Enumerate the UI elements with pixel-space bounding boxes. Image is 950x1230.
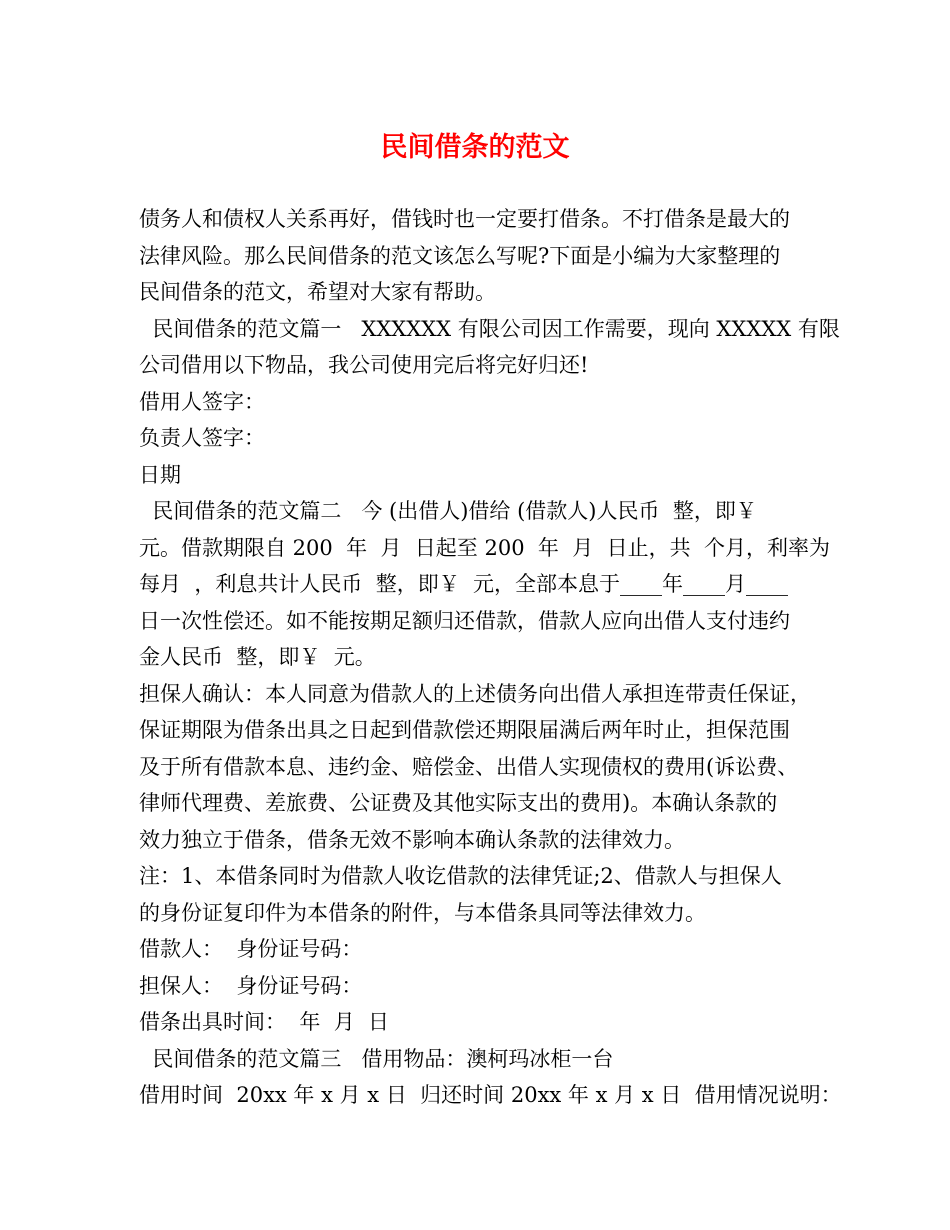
text-line: 日一次性偿还。如不能按期足额归还借款，借款人应向出借人支付违约 [139,608,790,633]
borrower-id-line: 借款人： 身份证号码： [139,937,363,961]
borrower-signature-line: 借用人签字： [139,389,265,414]
section-two-heading-line: 民间借条的范文篇二 今 (出借人)借给 (借款人)人民币 整，即￥ [139,499,757,523]
document-title: 民间借条的范文 [380,132,570,163]
manager-signature-line: 负责人签字： [139,426,265,450]
issue-date-line: 借条出具时间： 年 月 日 [139,1010,390,1034]
text-line: 债务人和债权人关系再好，借钱时也一定要打借条。不打借条是最大的 [139,207,790,231]
guarantor-id-line: 担保人： 身份证号码： [139,973,363,998]
section-three-heading-line: 民间借条的范文篇三 借用物品：澳柯玛冰柜一台 [139,1046,614,1071]
guarantor-confirmation-line: 担保人确认：本人同意为借款人的上述债务向出借人承担连带责任保证， [139,681,811,706]
text-line: 每月 ，利息共计人民币 整，即￥ 元，全部本息于____年____月____ [139,572,789,596]
text-line: 的身份证复印件为本借条的附件，与本借条具同等法律效力。 [139,900,706,925]
section-one-heading-line: 民间借条的范文篇一 XXXXXX 有限公司因工作需要，现向 XXXXX 有限 [139,316,840,341]
document-body [139,201,842,1114]
text-line: 律师代理费、差旅费、公证费及其他实际支出的费用)。本确认条款的 [139,791,778,815]
text-line: 公司借用以下物品，我公司使用完后将完好归还! [139,353,589,377]
text-line: 法律风险。那么民间借条的范文该怎么写呢?下面是小编为大家整理的 [139,243,781,268]
text-line: 及于所有借款本息、违约金、赔偿金、出借人实现债权的费用(诉讼费、 [139,754,799,779]
text-line: 效力独立于借条，借条无效不影响本确认条款的法律效力。 [139,827,685,852]
text-line: 元。借款期限自 200 年 月 日起至 200 年 月 日止，共 个月，利率为 [139,535,830,560]
text-line: 保证期限为借条出具之日起到借款偿还期限届满后两年时止，担保范围 [139,718,790,742]
date-line: 日期 [139,462,181,487]
text-line: 金人民币 整，即￥ 元。 [139,645,376,669]
borrow-time-line: 借用时间 20xx 年 x 月 x 日 归还时间 20xx 年 x 月 x 日 借用情况说明： [139,1083,842,1107]
text-line: 民间借条的范文，希望对大家有帮助。 [139,280,496,304]
note-line: 注：1、本借条同时为借款人收讫借款的法律凭证;2、借款人与担保人 [139,864,782,888]
